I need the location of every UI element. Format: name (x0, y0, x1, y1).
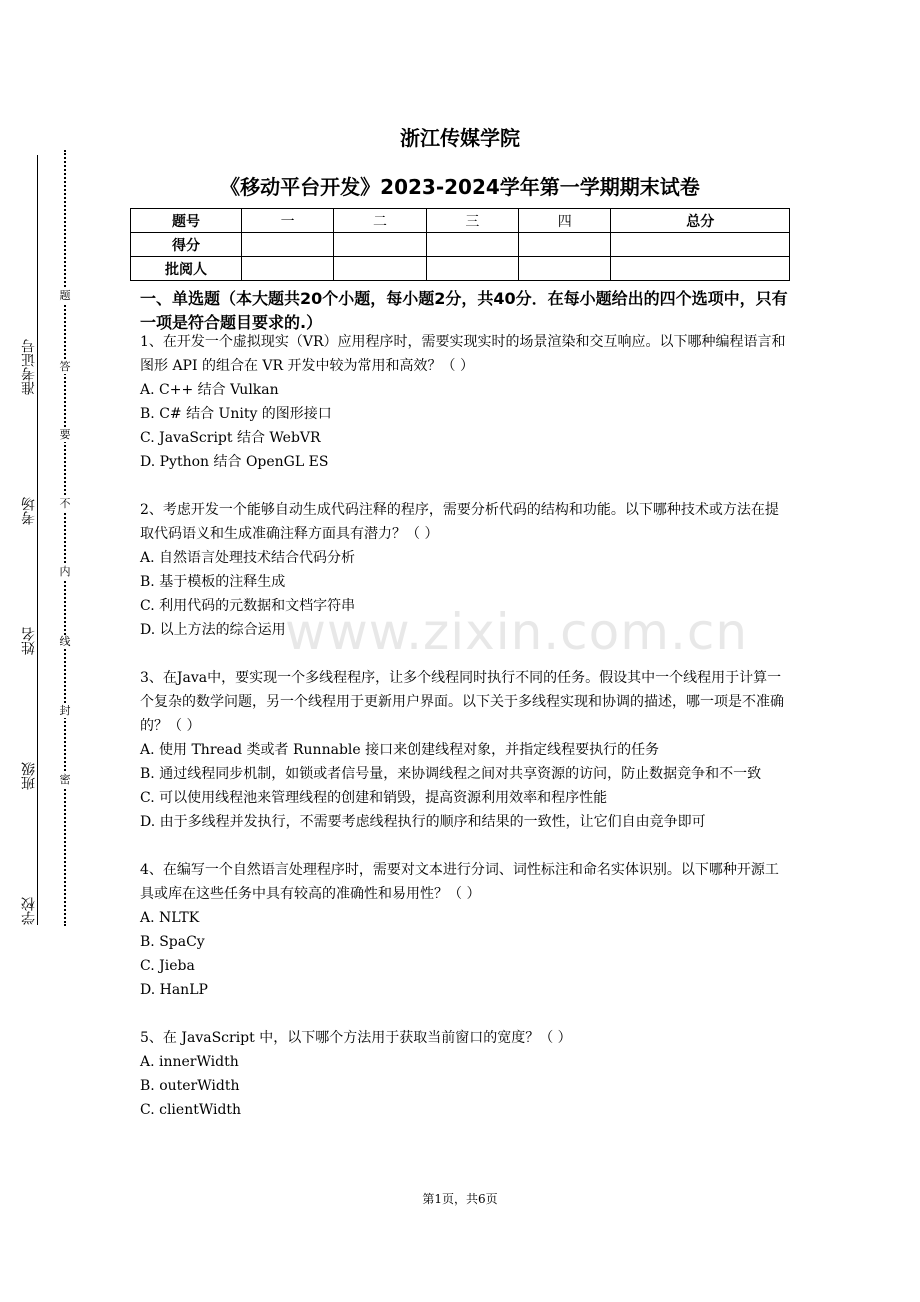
score-cell (242, 233, 334, 257)
score-cell (519, 233, 611, 257)
score-table-header-row (131, 209, 790, 233)
reviewer-cell (519, 257, 611, 281)
seal-char: 要 (57, 428, 73, 442)
exam-room-label: 考场 (21, 497, 37, 525)
question-stem: 5、在 JavaScript 中，以下哪个方法用于获取当前窗口的宽度？（ ） (140, 1030, 572, 1046)
option-d: D. 由于多线程并发执行，不需要考虑线程执行的顺序和结果的一致性，让它们自由竞争即可 (140, 814, 706, 830)
option-d: D. HanLP (140, 982, 208, 998)
score-header-cell: 二 (334, 209, 426, 233)
section-heading: 一、单选题（本大题共20个小题，每小题2分，共40分．在每小题给出的四个选项中，只有一项是符合题目要求的.） (140, 289, 788, 332)
question-1 (140, 330, 790, 474)
option-a: A. 自然语言处理技术结合代码分析 (140, 550, 356, 566)
question-list (140, 330, 790, 1146)
name-field (20, 530, 38, 655)
reviewer-cell (242, 257, 334, 281)
option-b: B. outerWidth (140, 1078, 240, 1094)
class-label: 班级 (21, 762, 37, 790)
option-c: C. clientWidth (140, 1102, 242, 1118)
exam-room-field (20, 400, 38, 525)
question-4 (140, 858, 790, 1002)
class-field (20, 660, 38, 790)
seal-char: 答 (57, 360, 73, 374)
seal-char: 封 (57, 704, 73, 718)
page-footer: 第1页，共6页 (422, 1192, 498, 1206)
question-stem: 4、在编写一个自然语言处理程序时，需要对文本进行分词、词性标注和命名实体识别。以下哪种开源工具或库在这些任务中具有较高的准确性和易用性？（ ） (140, 862, 779, 902)
reviewer-cell (334, 257, 426, 281)
option-d: D. 以上方法的综合运用 (140, 622, 286, 638)
seal-char: 不 (57, 497, 73, 511)
exam-title: 《移动平台开发》2023-2024学年第一学期期末试卷 (220, 175, 700, 199)
score-table (130, 208, 790, 281)
option-b: B. 通过线程同步机制，如锁或者信号量，来协调线程之间对共享资源的访问，防止数据竞争和不一致 (140, 766, 762, 782)
score-cell (426, 233, 518, 257)
reviewer-row (131, 257, 790, 281)
school-label: 学校 (21, 897, 37, 925)
option-a: A. NLTK (140, 910, 200, 926)
reviewer-cell (426, 257, 518, 281)
question-5 (140, 1026, 790, 1122)
question-3 (140, 666, 790, 834)
exam-id-label: 准考证号 (21, 339, 37, 395)
option-c: C. JavaScript 结合 WebVR (140, 430, 321, 446)
question-stem: 3、在Java中，要实现一个多线程程序，让多个线程同时执行不同的任务。假设其中一个线程用于计算一个复杂的数学问题，另一个线程用于更新用户界面。以下关于多线程实现和协调的描述，哪一项是不准确的？（ ） (140, 670, 784, 734)
school-field (20, 795, 38, 925)
seal-char: 线 (57, 635, 73, 649)
score-header-cell: 三 (426, 209, 518, 233)
option-c: C. 可以使用线程池来管理线程的创建和销毁，提高资源利用效率和程序性能 (140, 790, 608, 806)
name-label: 姓名 (21, 627, 37, 655)
score-header-cell: 题号 (131, 209, 242, 233)
reviewer-row-label: 批阅人 (131, 257, 242, 281)
option-a: A. innerWidth (140, 1054, 239, 1070)
option-b: B. C# 结合 Unity 的图形接口 (140, 406, 332, 422)
seal-char: 内 (57, 565, 73, 579)
option-b: B. SpaCy (140, 934, 205, 950)
option-c: C. 利用代码的元数据和文档字符串 (140, 598, 356, 614)
score-header-cell: 总分 (611, 209, 790, 233)
question-stem: 2、考虑开发一个能够自动生成代码注释的程序，需要分析代码的结构和功能。以下哪种技术或方法在提取代码语义和生成准确注释方面具有潜力？（ ） (140, 502, 779, 542)
fill-line (37, 155, 38, 925)
option-b: B. 基于模板的注释生成 (140, 574, 286, 590)
seal-char: 密 (57, 773, 73, 787)
score-header-cell: 一 (242, 209, 334, 233)
question-stem: 1、在开发一个虚拟现实（VR）应用程序时，需要实现实时的场景渲染和交互响应。以下哪种编程语言和图形 API 的组合在 VR 开发中较为常用和高效？（ ） (140, 334, 786, 374)
option-a: A. C++ 结合 Vulkan (140, 382, 279, 398)
school-name: 浙江传媒学院 (400, 126, 520, 150)
option-a: A. 使用 Thread 类或者 Runnable 接口来创建线程对象，并指定线程要执行的任务 (140, 742, 660, 758)
score-row-label: 得分 (131, 233, 242, 257)
seal-char: 题 (57, 289, 73, 303)
watermark: www.zixin.com.cn (285, 603, 749, 661)
reviewer-cell (611, 257, 790, 281)
score-cell (611, 233, 790, 257)
option-d: D. Python 结合 OpenGL ES (140, 454, 329, 470)
option-c: C. Jieba (140, 958, 195, 974)
score-cell (334, 233, 426, 257)
question-2 (140, 498, 790, 642)
score-header-cell: 四 (519, 209, 611, 233)
score-row (131, 233, 790, 257)
